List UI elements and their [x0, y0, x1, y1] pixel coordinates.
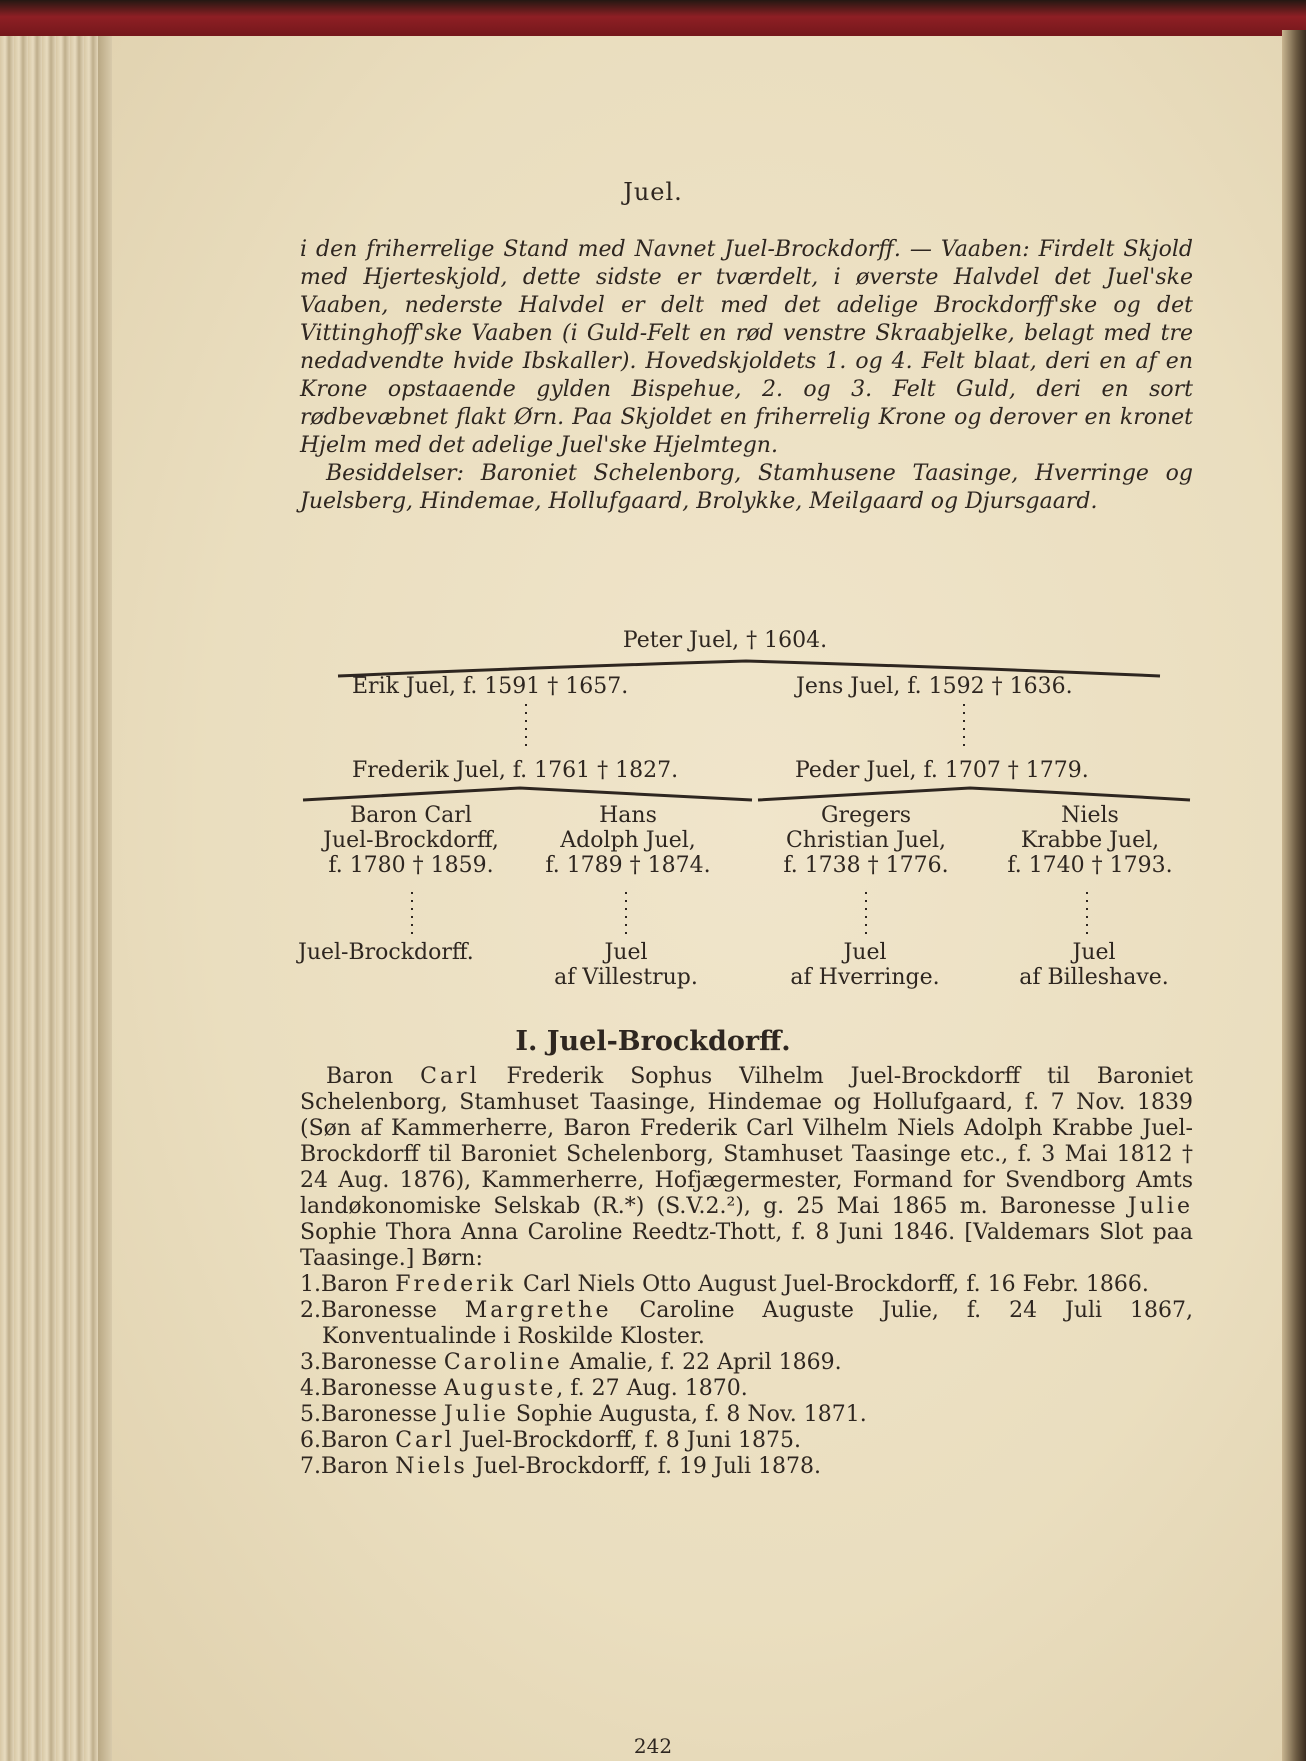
main-paragraph — [300, 1064, 1193, 1272]
tree-hans-l1: Hans — [599, 803, 657, 828]
tree-frederik: Frederik Juel, f. 1761 † 1827. — [352, 758, 679, 783]
tree-carl-l2: Juel-Brockdorff, — [323, 828, 499, 853]
child-item: 2.Baronesse Margrethe Caroline Auguste Julie, f. 24 Juli 1867, Konventualinde i Roskilde Kloster. — [300, 1298, 1193, 1349]
child-item: 7.Baron Niels Juel-Brockdorff, f. 19 Juli 1878. — [300, 1454, 821, 1479]
line-hverringe-l2: af Hverringe. — [790, 965, 940, 990]
tree-jens: Jens Juel, f. 1592 † 1636. — [796, 674, 1073, 699]
tree-hans-l3: f. 1789 † 1874. — [545, 853, 711, 878]
tree-hans-l2: Adolph Juel, — [560, 828, 696, 853]
tree-gregers-l1: Gregers — [820, 803, 912, 828]
page-number: 242 — [633, 1734, 673, 1758]
tree-carl-l1: Baron Carl — [350, 803, 472, 828]
line-villestrup-l2: af Villestrup. — [554, 965, 698, 990]
tree-peder: Peder Juel, f. 1707 † 1779. — [795, 758, 1089, 783]
running-head: Juel. — [623, 178, 683, 206]
child-item: 4.Baronesse Auguste, f. 27 Aug. 1870. — [300, 1376, 748, 1401]
child-item: 1.Baron Frederik Carl Niels Otto August Juel-Brockdorff, f. 16 Febr. 1866. — [300, 1272, 1149, 1297]
line-billeshave-l2: af Billeshave. — [1019, 965, 1169, 990]
tree-carl-l3: f. 1780 † 1859. — [328, 853, 494, 878]
tree-gregers-l3: f. 1738 † 1776. — [783, 853, 949, 878]
arms-description: i den friherrelige Stand med Navnet Juel-Brockdorff. — Vaaben: Firdelt Skjold med Hjerteskjold, dette sidste er tværdelt, i øverste Halvdel det Juel'ske Vaaben, nederste Halvdel er delt med det adelige Brockdorff'ske og det Vittinghoff'ske Vaaben (i Guld-Felt en rød venstre Skraabjelke, belagt med tre nedadvendte hvide Ibskaller). Hovedskjoldets 1. og 4. Felt blaat, deri en af en Krone opstaaende gylden Bispehue, 2. og 3. Felt Guld, deri en sort rødbevæbnet flakt Ørn. Paa Skjoldet en friherrelig Krone og derover en kronet Hjelm med det adelige Juel'ske Hjelmtegn. — [300, 237, 1193, 458]
p1-part-b: Frederik Sophus Vilhelm Juel-Brockdorff til Baroniet Schelenborg, Stamhuset Taasinge, Hindemae og Hollufgaard, f. 7 Nov. 1839 (Søn af Kammerherre, Baron Frederik Carl Vilhelm Niels Adolph Krabbe Juel-Brockdorff til Baroniet Schelenborg, Stamhuset Taasinge etc., f. 3 Mai 1812 † 24 Aug. 1876), Kammerherre, Hofjægermester, Formand for Svendborg Amts landøkonomiske Selskab (R.*) (S.V.2.²), g. 25 Mai 1865 m. Baronesse — [300, 1064, 1193, 1219]
child-item: 3.Baronesse Caroline Amalie, f. 22 April 1869. — [300, 1350, 842, 1375]
p1-wife-name: Julie — [1127, 1194, 1193, 1219]
tree-gregers-l2: Christian Juel, — [785, 828, 947, 853]
binding-edge — [1282, 30, 1306, 1761]
p1-name: Carl — [420, 1064, 480, 1089]
p1-part-a: Baron — [326, 1064, 421, 1089]
children-list — [300, 1272, 1193, 1480]
line-billeshave-l1: Juel — [1072, 940, 1116, 965]
possessions: Besiddelser: Baroniet Schelenborg, Stamhusene Taasinge, Hverringe og Juelsberg, Hindemae, Hollufgaard, Brolykke, Meilgaard og Djursgaard. — [300, 461, 1193, 514]
line-villestrup-l1: Juel — [604, 940, 648, 965]
intro-paragraph — [300, 236, 1193, 516]
p1-part-c: Sophie Thora Anna Caroline Reedtz-Thott, f. 8 Juni 1846. [Valdemars Slot paa Taasinge.] Børn: — [300, 1220, 1193, 1271]
child-item: 6.Baron Carl Juel-Brockdorff, f. 8 Juni 1875. — [300, 1428, 801, 1453]
tree-niels-l3: f. 1740 † 1793. — [1007, 853, 1173, 878]
page-stack-edge — [0, 36, 112, 1761]
line-brockdorff-l1: Juel-Brockdorff. — [298, 940, 474, 965]
tree-niels-l1: Niels — [1061, 803, 1119, 828]
child-item: 5.Baronesse Julie Sophie Augusta, f. 8 Nov. 1871. — [300, 1402, 867, 1427]
section-title: I. Juel-Brockdorff. — [515, 1026, 791, 1057]
tree-erik: Erik Juel, f. 1591 † 1657. — [352, 674, 629, 699]
tree-niels-l2: Krabbe Juel, — [1020, 828, 1160, 853]
line-hverringe-l1: Juel — [843, 940, 887, 965]
tree-root: Peter Juel, † 1604. — [622, 628, 828, 653]
section-body — [300, 1064, 1193, 1480]
